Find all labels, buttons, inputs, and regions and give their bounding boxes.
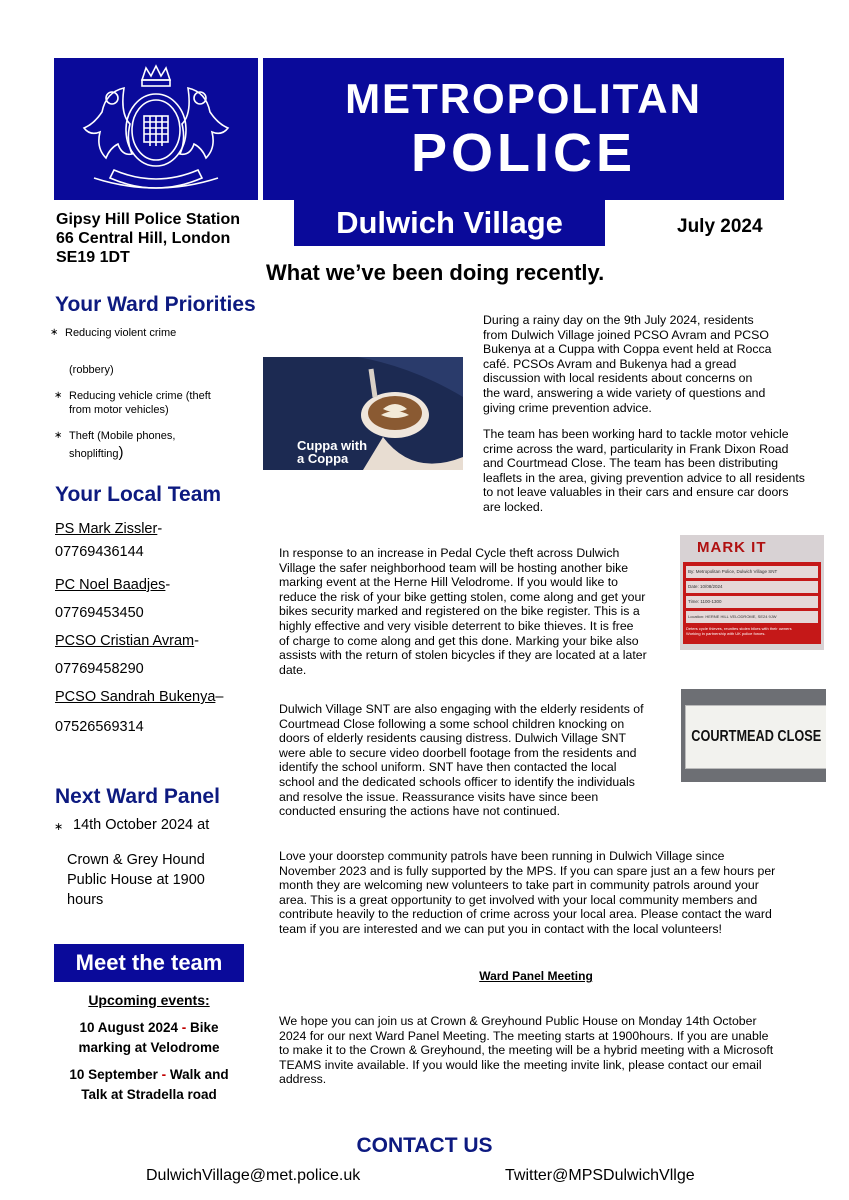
- team-title: Your Local Team: [55, 483, 222, 506]
- bullet-icon: ∗: [54, 430, 63, 441]
- event-item: 10 September - Walk and Talk at Stradella road: [69, 1067, 229, 1102]
- para-courtmead: Dulwich Village SNT are also engaging with the elderly residents of Courtmead Close following a some school children knocking on doors of elderly residents causing distress. Dulwich Village SNT were able to secure video doorbell footage from the residents and identify the school uniform. SNT have then contacted the local school and the dedicated schools officer to identify the individuals and resolve the issue. Reassurance visits have since been conducted ensuring the actions have not continued.: [279, 702, 644, 819]
- team-member-name[interactable]: PCSO Cristian Avram-: [55, 633, 199, 649]
- issue-date: July 2024: [677, 216, 763, 237]
- team-member-name[interactable]: PCSO Sandrah Bukenya–: [55, 689, 224, 705]
- coffee-caption: Cuppa with: [297, 438, 368, 453]
- org-name-line1: METROPOLITAN: [345, 75, 702, 122]
- para-ward-panel: We hope you can join us at Crown & Greyhound Public House on Monday 14th October 2024 for our next Ward Panel Meeting. The meeting starts at 1900hours. If you are unable to make it to the Crown & Greyhound, the meeting will be a hybrid meeting with a Microsoft TEAMS invite available. If you would like the meeting invite link, please contact our email address.: [279, 1014, 774, 1087]
- meet-team-box: Meet the team: [54, 944, 244, 982]
- priorities-title: Your Ward Priorities: [55, 293, 256, 316]
- priority-item: ∗ Theft (Mobile phones,: [54, 430, 176, 442]
- event-item: 10 August 2024 - Bike marking at Velodrome: [78, 1020, 220, 1055]
- contact-email-link[interactable]: DulwichVillage@met.police.uk: [146, 1167, 361, 1184]
- panel-date: ∗ 14th October 2024 at: [54, 817, 210, 833]
- para-cuppa: During a rainy day on the 9th July 2024, residents from Dulwich Village joined PCSO Avram and PCSO Bukenya at a Cuppa with Coppa event held at Rocca café. PCSOs Avram and Bukenya had a gread discussion with local residents about concerns on the ward, answering a wide variety of questions and giving crime prevention advice.: [483, 313, 772, 415]
- team-member-phone: 07769436144: [55, 544, 144, 560]
- markit-date: Date: 10/08/2024: [686, 581, 818, 593]
- priority-item: ∗ Reducing vehicle crime (theft: [54, 390, 211, 402]
- mark-it-poster: [680, 535, 824, 650]
- contact-title: CONTACT US: [356, 1134, 493, 1157]
- met-police-crest-icon: [54, 58, 258, 200]
- priority-item: ∗ Reducing violent crime: [50, 327, 177, 339]
- team-member-name[interactable]: PC Noel Baadjes-: [55, 577, 171, 593]
- markit-footer: Deters cycle thieves, reunites stolen bikes with their owners Working in partnership with UK police forces.: [686, 626, 792, 636]
- panel-venue: Crown & Grey Hound Public House at 1900 hours: [67, 852, 205, 908]
- markit-by: By: Metropolitan Police, Dulwich Village SNT: [686, 566, 818, 578]
- ward-panel-meeting-heading: Ward Panel Meeting: [479, 969, 593, 983]
- bullet-icon: ∗: [54, 821, 64, 833]
- org-name-line2: POLICE: [410, 123, 637, 183]
- courtmead-close-sign-photo: [681, 689, 826, 782]
- station-address: [56, 210, 240, 267]
- cuppa-with-coppa-photo: [263, 357, 463, 470]
- panel-title: Next Ward Panel: [55, 785, 220, 808]
- address-line: SE19 1DT: [56, 249, 130, 266]
- priority-item-cont: from motor vehicles): [69, 404, 169, 416]
- crest-panel: [54, 58, 258, 200]
- para-bike-marking: In response to an increase in Pedal Cycle theft across Dulwich Village the safer neighborhood team will be hosting another bike marking event at the Herne Hill Velodrome. If you would like to reduce the risk of your bike getting stolen, come along and get your bikes security marked and registered on the bike register. This is a highly effective and very visible deterrent to bike thieves. It is free of charge to come along and get this done. Marking your bike also assists with the return of stolen bicycles if they are located at a later date.: [279, 546, 647, 677]
- markit-location: Location: HERNE HILL VELODROME, SE24 9JW: [686, 611, 818, 623]
- courtmead-sign-text: COURTMEAD CLOSE: [691, 728, 821, 745]
- priority-item-cont: (robbery): [69, 364, 114, 376]
- markit-title: MARK IT: [697, 539, 767, 556]
- para-vehicle-crime: The team has been working hard to tackle motor vehicle crime across the ward, particularity in Frank Dixon Road and Courtmead Close. The team has been distributing leaflets in the area, giving prevention advice to all residents to not leave valuables in their cars and ensure car doors are locked.: [483, 427, 805, 514]
- team-member-phone: 07769458290: [55, 661, 144, 677]
- address-line: 66 Central Hill, London: [56, 230, 231, 247]
- bullet-icon: ∗: [54, 390, 63, 401]
- priority-item-cont: shoplifting): [69, 444, 124, 461]
- bullet-icon: ∗: [50, 327, 59, 338]
- team-member-phone: 07526569314: [55, 719, 144, 735]
- team-member-phone: 07769453450: [55, 605, 144, 621]
- met-police-banner: [263, 58, 784, 200]
- coffee-caption: a Coppa: [297, 451, 349, 466]
- contact-twitter-link[interactable]: Twitter@MPSDulwichVllge: [505, 1167, 695, 1184]
- team-member-name[interactable]: PS Mark Zissler-: [55, 521, 163, 537]
- ward-name-box: Dulwich Village: [294, 200, 605, 246]
- markit-time: Time: 1100-1300: [686, 596, 818, 608]
- address-line: Gipsy Hill Police Station: [56, 211, 241, 228]
- upcoming-heading: Upcoming events:: [88, 992, 210, 1008]
- para-community-patrols: Love your doorstep community patrols have been running in Dulwich Village since November 2023 and is fully supported by the MPS. If you can spare just an a few hours per month they are welcoming new volunteers to take part in community patrols around your area. This is a great opportunity to get involved with your local community members and contribute heavily to the reduction of crime across your local area. Please contact the ward team if you are interested and we can put you in contact with the local volunteers!: [279, 849, 776, 936]
- recent-activity-title: What we’ve been doing recently.: [266, 260, 605, 285]
